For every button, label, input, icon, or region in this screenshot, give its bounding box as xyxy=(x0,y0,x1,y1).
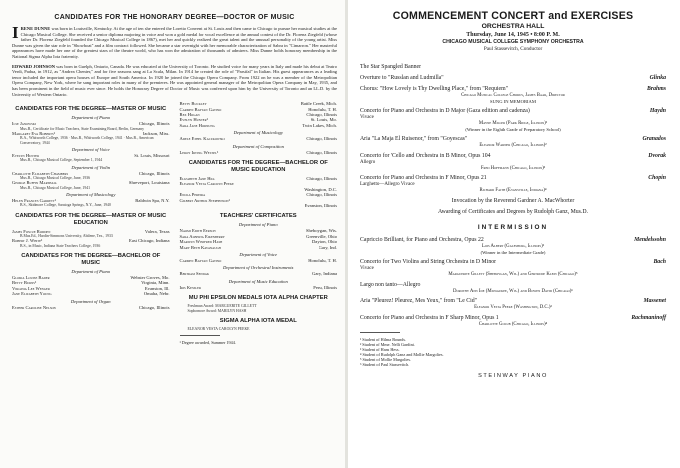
candidate-name: Evelyn Hunter xyxy=(12,152,40,158)
candidate-place: Evanston, Illinois xyxy=(304,203,337,208)
candidate-name: Sara Alberta Eikenberry xyxy=(179,233,225,239)
work-title: Overture to "Russlan and Ludmilla" xyxy=(360,74,444,81)
candidate-place: Chicago, Illinois xyxy=(138,121,170,127)
candidate-place: Jackson, Miss. xyxy=(142,130,170,136)
department-label: Department of Organ xyxy=(70,298,111,304)
candidate-name: Evelyn Hunter¹ xyxy=(179,117,209,123)
candidate-place: East Chicago, Indiana xyxy=(129,238,170,244)
section-title: TEACHERS' CERTIFICATES xyxy=(219,213,297,220)
candidate-name: Margaret Eva Roberts¹ xyxy=(12,130,56,136)
candidate-name: Robert J. White¹ xyxy=(12,238,43,244)
composer: Chopin xyxy=(648,175,666,182)
teacher-footnote: ³ Student of Hans Hess. xyxy=(360,346,400,352)
candidate-place: Chicago, Illinois xyxy=(138,170,170,176)
teacher-footnote: ¹ Student of Hilma Bounds. xyxy=(360,336,407,342)
section-title: CANDIDATES FOR THE DEGREE—BACHELOR OF MUSIC EDUCATION xyxy=(188,159,328,173)
candidate-place: Gary, Indiana xyxy=(312,271,337,277)
section-title: SIGMA ALPHA IOTA MEDAL xyxy=(219,317,297,324)
intermission-heading: INTERMISSION xyxy=(477,223,549,231)
candidate-credentials: B.S., Skidmore College, Saratoga Springs, N.Y., June, 1940 xyxy=(20,203,111,208)
candidate-name: Marilyn Winifred Hash xyxy=(179,239,223,245)
candidate-row xyxy=(180,123,338,128)
performer: Lois Albert (Galesburg, Illinois)¹ xyxy=(481,243,545,249)
performer: Chicago Musical College Chorus, James Baar, Director xyxy=(461,92,565,98)
tempo-marking: Allegro xyxy=(360,159,376,165)
work-title: Aria "Pleurez! Pleurez, Mes Yeux," from "Le Cid" xyxy=(360,298,478,305)
work-title: Concerto for Piano and Orchestra in D Major (Gaza edition and cadenza) xyxy=(360,107,530,114)
tempo-marking: Vivace xyxy=(360,114,374,120)
department-label: Department of Voice xyxy=(239,252,278,258)
candidate-row xyxy=(180,203,338,208)
work-title: The Star Spangled Banner xyxy=(360,64,422,70)
candidate-place: Sheboygan, Wis. xyxy=(306,228,337,234)
candidate-row xyxy=(180,245,338,250)
program-item xyxy=(360,86,666,93)
conductor: Paul Stassevitch, Conductor xyxy=(483,45,543,52)
candidate-place: Evanston, Ill. xyxy=(144,285,170,291)
performer: Fred Hoffmann (Chicago, Illinois)³ xyxy=(480,165,546,171)
candidate-name: Jane Elizabeth Young xyxy=(12,291,52,297)
work-title: Capriccio Brilliant, for Piano and Orchestra, Opus 22 xyxy=(360,236,484,243)
candidate-place: Battle Creek, Mich. xyxy=(300,101,337,107)
candidate-name: Elizabeth Jane Hill xyxy=(179,175,216,181)
department-label: Department of Musicology xyxy=(233,130,283,136)
work-title: Chorus: "How Lovely is Thy Dwelling Place," from "Requiem" xyxy=(360,85,508,92)
candidate-name: Enola Pereira xyxy=(179,192,206,198)
right-page xyxy=(348,0,680,468)
program-part-2 xyxy=(360,237,666,328)
teacher-footnote: ² Student of Mme. Nelli Gardini. xyxy=(360,341,415,347)
candidate-name: Betty Burns¹ xyxy=(12,280,37,286)
department-label: Department of Violin xyxy=(71,164,111,170)
bio-edward-johnson xyxy=(12,64,337,98)
candidate-name: Virginia Lee Wenger xyxy=(12,285,50,291)
candidate-name: Ilse Janowski xyxy=(12,121,36,127)
candidate-row xyxy=(12,305,170,310)
composer: Massenet xyxy=(643,298,666,305)
composer: Rachmaninoff xyxy=(631,315,666,322)
candidate-place: Greenville, Ohio xyxy=(306,233,337,239)
bio-irene-dunne xyxy=(12,23,337,60)
candidate-place: Washington, D.C. xyxy=(304,186,337,192)
candidate-name: Gilbert Arthur Stephenson¹ xyxy=(179,197,230,203)
candidate-place: Honolulu, T. H. xyxy=(308,106,337,112)
candidate-place: St. Louis, Missouri xyxy=(134,152,170,158)
candidate-name: Betty Buckley xyxy=(179,101,207,107)
dropcap: I xyxy=(12,23,19,42)
candidate-place: Omaha, Nebr. xyxy=(143,291,170,297)
candidate-place: Honolulu, T. H. xyxy=(308,258,337,264)
performer: Charlotte Golub (Chicago, Illinois)⁴ xyxy=(478,322,548,328)
program-item xyxy=(360,136,666,143)
candidate-name: Naomi Edith Eersch xyxy=(179,228,216,234)
performer: Eleanor Warner (Chicago, Illinois)² xyxy=(479,142,547,148)
footnote-rule xyxy=(180,335,220,336)
program-item xyxy=(360,282,666,289)
composer xyxy=(662,282,666,289)
candidate-name: Iris Kessler xyxy=(179,284,201,290)
program-item xyxy=(360,259,666,266)
composer: Glinka xyxy=(649,74,666,81)
candidate-place: Chicago, Illinois xyxy=(306,175,337,181)
candidate-row xyxy=(180,285,338,290)
program-item xyxy=(360,75,666,82)
candidate-columns xyxy=(12,101,337,345)
section-title: CANDIDATES FOR THE DEGREE—BACHELOR OF MUSIC xyxy=(21,253,161,267)
section-title: CANDIDATES FOR THE DEGREE—MASTER OF MUSIC EDUCATION xyxy=(15,212,167,226)
candidate-place: Chicago, Illinois xyxy=(306,192,337,198)
candidate-row xyxy=(180,150,338,155)
candidate-name: Carmen Baytan Gavino xyxy=(179,258,222,264)
candidate-name: Rex Hogan xyxy=(179,111,200,117)
performer-note: SUNG IN MEMORIAM xyxy=(490,98,536,104)
candidate-place: Webster Groves, Mo. xyxy=(130,275,170,281)
tempo-marking: Larghetto—Allegro Vivace xyxy=(360,182,415,188)
candidate-column-1 xyxy=(12,101,170,345)
candidate-place: St. Louis, Mo. xyxy=(310,117,337,123)
candidate-name: Leroy Irving Wetzel¹ xyxy=(179,149,219,155)
section-title: CANDIDATES FOR THE DEGREE—MASTER OF MUSIC xyxy=(15,106,167,113)
department-label: Department of Piano xyxy=(71,269,111,275)
program-item xyxy=(360,237,666,244)
candidate-credentials: B.S., in Music, Indiana State Teachers College, 1936 xyxy=(20,243,101,248)
teacher-footnote: ⁶ Student of Paul Stassevitch. xyxy=(360,361,410,367)
composer: Bach xyxy=(653,259,666,266)
program-item xyxy=(360,153,666,160)
work-title: Aria "La Maja El Ruisenor," from "Goyescas" xyxy=(360,136,468,143)
teacher-footnotes xyxy=(360,337,666,367)
candidate-credentials: ELEANOR VESTA CAROLYN PEEKE xyxy=(187,326,250,331)
department-label: Department of Piano xyxy=(238,222,278,228)
performer-note: (Winner in the Intermediate Grade) xyxy=(480,249,546,255)
performer: Marguerite Gillett (Sheboygan, Wis.) and Gertrude Klein (Chicago)⁵ xyxy=(448,271,578,277)
honorary-degree-title: CANDIDATES FOR THE HONORARY DEGREE—DOCTOR OF MUSIC xyxy=(54,14,295,21)
composer: Granados xyxy=(642,136,666,143)
composer: Mendelssohn xyxy=(634,236,666,243)
candidate-row xyxy=(180,271,338,276)
candidate-place: Dayton, Ohio xyxy=(311,239,337,245)
program-title: COMMENCEMENT CONCERT and EXERCISES xyxy=(392,10,634,22)
department-label: Department of Composition xyxy=(232,143,284,149)
department-label: Department of Orchestral Instruments xyxy=(223,265,294,271)
candidate-place: Chicago, Illinois xyxy=(306,149,337,155)
section-title: MU PHI EPSILON MEDALS IOTA ALPHA CHAPTER xyxy=(188,295,328,302)
performer: Richard Faith (Evansville, Indiana)⁴ xyxy=(479,188,547,194)
program-item xyxy=(360,64,666,71)
composer: Haydn xyxy=(649,107,666,114)
candidate-name: Carmen Baytan Gavino xyxy=(179,106,222,112)
candidate-name: Charlotte Elizabeth Chambers xyxy=(12,170,69,176)
candidate-place: Valera, Texas xyxy=(144,228,170,234)
candidate-place: Chicago, Illinois xyxy=(138,304,170,310)
candidate-place: Peru, Illinois xyxy=(313,284,337,290)
candidate-credentials: Sophomore Award: MARILYN HASH xyxy=(187,308,247,313)
composer: Brahms xyxy=(646,85,666,92)
candidate-credentials: Mus.B., Certificate for Music Teachers, State Examining Board, Berlin, Germany xyxy=(20,126,144,131)
steinway-credit: STEINWAY PIANO xyxy=(478,372,548,379)
candidate-credentials: B.A., Whitworth College, 1936 · Mus.B., Whitworth College, 1941 · Mus.B., American Conservatory, 1944 xyxy=(20,136,154,145)
candidate-place: Virginia, Minn. xyxy=(141,280,170,286)
candidate-name: Adele Ethel Kaczkowski xyxy=(179,136,225,142)
candidate-credentials: Mus.B., Chicago Musical College, June, 1941 xyxy=(20,185,91,190)
candidate-row xyxy=(180,258,338,263)
candidate-place: Twin Lakes, Mich. xyxy=(302,122,337,128)
candidate-credentials: Mus.B., Chicago Musical College, September 1, 1944 xyxy=(20,158,103,163)
candidate-name: Gloria Louise Bader xyxy=(12,275,50,281)
candidate-name: George Ruffin Marshall xyxy=(12,180,58,186)
performer: Dorothy Ann Ide (Milwaukee, Wis.) and Bowen David (Chicago)⁶ xyxy=(453,288,573,294)
candidate-row xyxy=(180,136,338,141)
candidate-place: Chicago, Illinois xyxy=(306,111,337,117)
candidate-place: Gary, Ind. xyxy=(318,244,337,250)
candidate-credentials: Freshman Award: MARGUERITE GILLETT xyxy=(187,304,257,309)
bio-text: was born in Louisville, Kentucky. At the age of ten she entered the Loretto Convent at St. Louis and then came to Chicago to pursue her musical studies at the Chicago Musical College. She received a senior diploma majoring in voice and won a gold medal for vocal excellence at the annual contest of the Dr. Florenz Ziegfeld (whose father Dr. Florenz Ziegfeld founded the Chicago Musical College in 1867), met her and quickly realized the great talent and the unusual personality of the young artist. Miss Dunne was given the star role in "Showboat" and a film contract followed. She became a star overnight with her memorable characterization of Sabra in "Cimarron." Her masterful appearances have made her one of the greatest stars of the theatre world, who has won the admiration of thousands of admirers. Miss Dunne holds honorary membership in the National Sigma Alpha Iota fraternity. xyxy=(12,26,337,59)
invocation: Invocation by the Reverend Gardner A. MacWhorter xyxy=(451,198,575,205)
candidate-place: Baldwin Spa, N.Y. xyxy=(135,197,170,203)
performer: Mayne Miller (Park Ridge, Illinois)¹ xyxy=(478,120,548,126)
performer-note: (Winner in the Eighth Grade of Preparatory School) xyxy=(465,126,561,132)
footnote-rule xyxy=(360,332,400,333)
candidate-name: Esther Caroline Nelson xyxy=(12,304,56,310)
bio-text: was born in Guelph, Ontario, Canada. He was educated at the University of Toronto. He studied voice for many years in Italy and made his debut at Teatro Verdi, Padua, in 1912, as "Andrea Chenier," and for five seasons sang at La Scala, Milan. In 1914 he created the role of "Parsifal" in Italian. His guest appearances as a leading tenor included the important opera houses of Europe and South America. In 1920 he joined the Chicago Opera Company. From 1922 on he was a member of the Metropolitan Opera Company, New York, where he sang important roles in many of the premieres. He was appointed general manager of the Metropolitan Opera Company in May, 1935, and has been prominent in the field of music ever since. He holds the Honorary Degree of Doctor of Music was conferred upon him by the University of Toronto and an LL.D. by the University of Western Ontario. xyxy=(12,63,337,97)
bio-name: RENE DUNNE xyxy=(20,26,51,31)
department-label: Department of Voice xyxy=(71,146,110,152)
candidate-name: Bertram Sendak xyxy=(179,271,210,277)
composer xyxy=(662,64,666,71)
venue: ORCHESTRA HALL xyxy=(481,23,545,30)
candidate-credentials: B.Mus.Ed., Hardin-Simmons University, Abilene, Tex., 1933 xyxy=(20,234,113,239)
candidate-column-2 xyxy=(180,101,338,345)
candidate-name: Sara Jane Hornung xyxy=(179,122,215,128)
work-title: Concerto for Piano and Orchestra in F Minor, Opus 21 xyxy=(360,175,487,182)
work-title: Concerto for 'Cello and Orchestra in B Minor, Opus 104 xyxy=(360,152,491,159)
candidate-name: James Foscue Rodden xyxy=(12,228,51,234)
program-part-1 xyxy=(360,64,666,194)
orchestra-name: CHICAGO MUSICAL COLLEGE SYMPHONY ORCHESTRA xyxy=(442,39,584,46)
candidate-name: Helen Frances Garrett¹ xyxy=(12,197,57,203)
awarding: Awarding of Certificates and Degrees by Rudolph Ganz, Mus.D. xyxy=(438,209,588,216)
work-title: Largo non tanto—Allegro xyxy=(360,281,421,288)
concert-date: Thursday, June 14, 1945 • 8:00 P. M. xyxy=(466,31,560,38)
candidate-row xyxy=(12,291,170,296)
bio-name: EDWARD JOHNSON xyxy=(12,63,55,69)
tempo-marking: Vivace xyxy=(360,265,374,271)
work-title: Concerto for Two Violins and String Orchestra in D Minor xyxy=(360,259,497,266)
candidate-name: Eleanor Vesta Carolyn Peeke xyxy=(179,181,234,187)
department-label: Department of Musicology xyxy=(66,191,116,197)
candidate-name: Mary Beth Kavanaugh xyxy=(179,244,221,250)
candidate-place: Shreveport, Louisiana xyxy=(128,180,170,186)
composer: Dvorak xyxy=(648,152,666,159)
performer: Eleanor Vesta Peeke (Washington, D.C.)² xyxy=(474,305,552,311)
teacher-footnote: ⁴ Student of Rudolph Ganz and Mollie Margolies. xyxy=(360,351,444,357)
candidate-credentials: Mus.B., Chicago Musical College, June, 1936 xyxy=(20,175,91,180)
degree-footnote: ¹ Degree awarded, Summer 1944. xyxy=(179,340,236,346)
teacher-footnote: ⁵ Student of Mollie Margolies. xyxy=(360,356,412,362)
department-label: Department of Music Education xyxy=(228,278,288,284)
work-title: Concerto for Piano and Orchestra in F Sharp Minor, Opus 1 xyxy=(360,315,499,322)
candidate-place: Chicago, Illinois xyxy=(306,136,337,142)
program-item xyxy=(360,108,666,115)
program-item xyxy=(360,175,666,182)
department-label: Department of Piano xyxy=(71,115,111,121)
